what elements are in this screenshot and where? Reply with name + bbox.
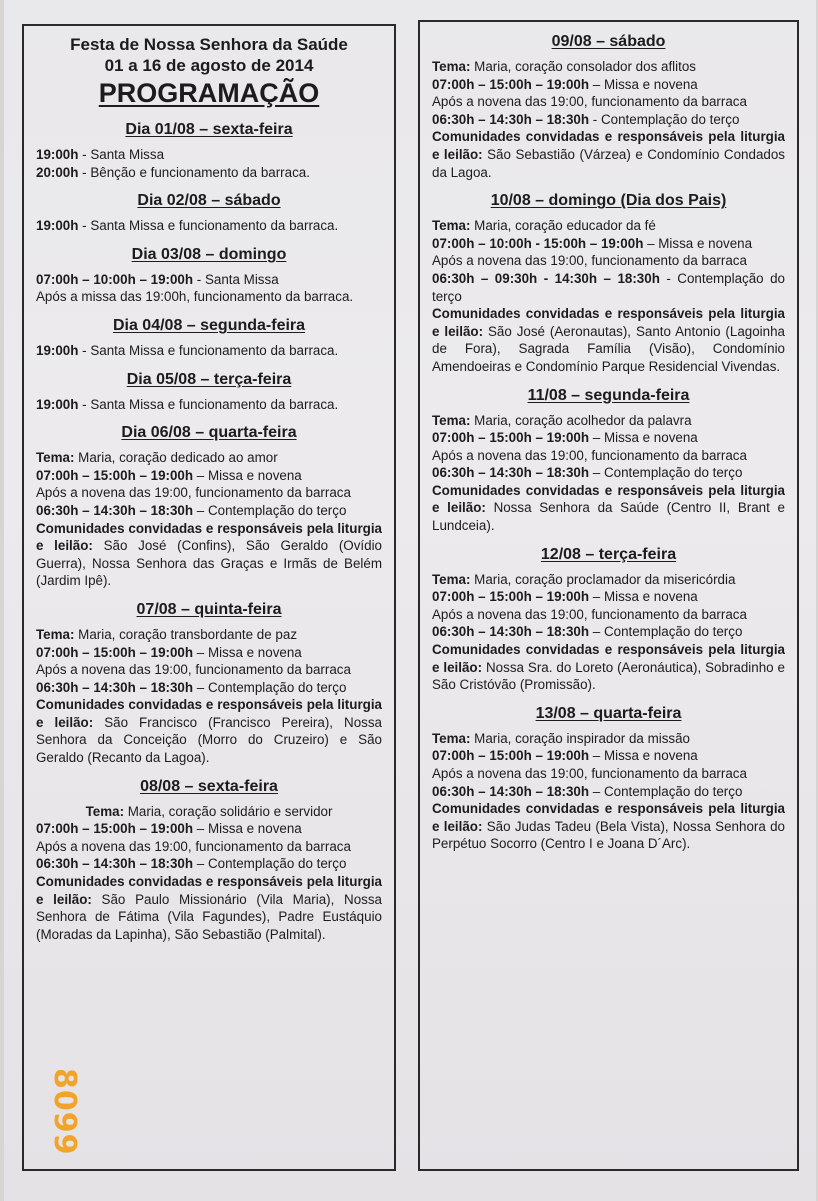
schedule-line <box>432 783 785 801</box>
festival-dates: 01 a 16 de agosto de 2014 <box>104 56 314 75</box>
page-title: PROGRAMAÇÃO <box>98 78 320 108</box>
schedule-line <box>432 217 785 235</box>
day-section <box>36 423 382 590</box>
line-text: – Contemplação do terço <box>193 856 347 872</box>
photo-stamp: 8099 <box>47 1068 82 1156</box>
schedule-line <box>36 288 382 306</box>
day-section <box>432 545 785 694</box>
line-text: – Missa e novena <box>589 430 698 446</box>
schedule-line <box>432 412 785 430</box>
flyer-sheet <box>4 0 816 1201</box>
bold-label: 07:00h – 15:00h – 19:00h <box>36 821 194 837</box>
day-heading: 09/08 – sábado <box>551 33 666 50</box>
day-heading: Dia 06/08 – quarta-feira <box>121 424 297 442</box>
bold-label: 07:00h – 15:00h – 19:00h <box>432 430 590 446</box>
day-section <box>36 191 382 235</box>
bold-label: 19:00h <box>36 147 79 162</box>
day-heading: Dia 05/08 – terça-feira <box>126 370 292 388</box>
bold-label: 07:00h – 10:00h - 15:00h – 19:00h <box>432 235 644 251</box>
bold-label: Tema: <box>432 730 471 746</box>
bold-label: Tema: <box>432 571 471 587</box>
line-text: Maria, coração proclamador da misericórdia <box>470 571 736 587</box>
schedule-line <box>432 447 785 465</box>
schedule-line <box>432 305 785 375</box>
bold-label: 06:30h – 14:30h – 18:30h <box>36 679 194 695</box>
bold-label: 06:30h – 14:30h – 18:30h <box>432 624 590 640</box>
line-text: – Missa e novena <box>589 589 698 605</box>
schedule-line <box>36 820 382 838</box>
line-text: – Missa e novena <box>589 748 698 764</box>
line-text: - Santa Missa e funcionamento da barraca. <box>78 218 339 234</box>
day-heading: Dia 02/08 – sábado <box>137 192 281 210</box>
line-text: – Missa e novena <box>589 76 698 92</box>
bold-label: 06:30h – 14:30h – 18:30h <box>432 465 590 481</box>
line-text: São José (Confins), São Geraldo (Ovídio Guerra), Nossa Senhora das Graças e Irmãs de Belém (Jardim Ipê). <box>36 538 382 589</box>
day-heading: 10/08 – domingo (Dia dos Pais) <box>490 192 727 210</box>
schedule-line <box>36 484 382 502</box>
schedule-line <box>36 342 382 360</box>
bold-label: Tema: <box>36 450 75 466</box>
day-section <box>432 704 785 853</box>
day-heading: Dia 01/08 – sexta-feira <box>125 121 293 138</box>
schedule-line <box>36 467 382 485</box>
line-text: Maria, coração consolador dos aflitos <box>470 59 696 74</box>
bold-label: Tema: <box>36 626 75 642</box>
bold-label: 07:00h – 10:00h – 19:00h <box>36 271 194 287</box>
bold-label: 07:00h – 15:00h – 19:00h <box>36 467 194 483</box>
line-text: - Santa Missa <box>193 271 279 287</box>
line-text: – Contemplação do terço <box>589 465 743 481</box>
schedule-line <box>432 623 785 641</box>
schedule-line <box>432 765 785 783</box>
schedule-line <box>432 482 785 535</box>
line-text: São Sebastião (Várzea) e Condomínio Condados da Lagoa. <box>432 146 785 180</box>
bold-label: 06:30h – 09:30h - 14:30h – 18:30h <box>432 270 660 286</box>
line-text: Maria, coração educador da fé <box>470 218 656 234</box>
line-text: São Francisco (Francisco Pereira), Nossa Senhora da Conceição (Morro do Cruzeiro) e São Geraldo (Recanto da Lagoa). <box>36 714 382 766</box>
schedule-line <box>432 747 785 765</box>
schedule-line <box>36 873 382 943</box>
bold-label: 07:00h – 15:00h – 19:00h <box>432 748 590 764</box>
day-section <box>36 777 382 944</box>
bold-label: 06:30h – 14:30h – 18:30h <box>36 856 194 872</box>
line-text: - Contemplação do terço <box>432 270 785 304</box>
schedule-line <box>36 838 382 856</box>
line-text: - Santa Missa e funcionamento da barraca. <box>78 396 339 412</box>
line-text: Nossa Senhora da Saúde (Centro II, Brant e Lundceia). <box>432 500 785 534</box>
line-text: – Missa e novena <box>193 644 302 660</box>
schedule-line <box>36 661 382 679</box>
schedule-line <box>432 270 785 305</box>
line-text: Após a novena das 19:00, funcionamento da barraca <box>432 94 747 110</box>
bold-label: 19:00h <box>36 396 79 412</box>
day-heading: 13/08 – quarta-feira <box>535 704 682 722</box>
schedule-line <box>432 235 785 253</box>
schedule-line <box>36 164 382 182</box>
line-text: Após a novena das 19:00, funcionamento da barraca <box>36 662 351 678</box>
line-text: Nossa Sra. do Loreto (Aeronáutica), Sobradinho e São Cristóvão (Promissão). <box>432 659 785 693</box>
line-text: Após a novena das 19:00, funcionamento da barraca <box>432 253 747 269</box>
day-heading: Dia 03/08 – domingo <box>131 245 287 263</box>
line-text: Maria, coração solidário e servidor <box>124 803 333 819</box>
left-schedule <box>36 120 382 943</box>
line-text: – Contemplação do terço <box>589 783 743 799</box>
bold-label: Comunidades convidadas e responsáveis pela liturgia e leilão: <box>36 520 382 554</box>
schedule-line <box>432 800 785 853</box>
line-text: – Missa e novena <box>193 821 302 837</box>
line-text: - Bênção e funcionamento da barraca. <box>78 164 310 180</box>
day-heading: Dia 04/08 – segunda-feira <box>112 316 306 334</box>
schedule-line <box>36 396 382 414</box>
bold-label: Tema: <box>432 412 471 428</box>
schedule-line <box>432 641 785 694</box>
bold-label: Comunidades convidadas e responsáveis pela liturgia e leilão: <box>432 642 785 675</box>
line-text: Após a novena das 19:00, funcionamento da barraca <box>36 838 351 854</box>
day-section <box>432 191 785 375</box>
day-heading: 12/08 – terça-feira <box>540 545 677 563</box>
schedule-line <box>36 679 382 697</box>
line-text: São Paulo Missionário (Vila Maria), Nossa Senhora de Fátima (Vila Fagundes), Padre Eustáquio (Moradas da Lapinha), São Sebastião (Palmital). <box>36 891 382 942</box>
day-heading: 08/08 – sexta-feira <box>140 777 278 795</box>
bold-label: Comunidades convidadas e responsáveis pela liturgia e leilão: <box>36 874 382 907</box>
day-section <box>432 386 785 535</box>
line-text: - Santa Missa e funcionamento da barraca. <box>78 342 339 358</box>
bold-label: Tema: <box>432 59 471 74</box>
schedule-line <box>36 271 382 289</box>
bold-label: 07:00h – 15:00h – 19:00h <box>432 589 590 605</box>
schedule-line <box>36 502 382 520</box>
line-text: São José (Aeronautas), Santo Antonio (Lagoinha de Fora), Sagrada Família (Visão), Condomínio Amendoeiras e Condomínio Parque Residencial Vivendas. <box>432 323 785 374</box>
day-heading: 11/08 – segunda-feira <box>527 386 690 404</box>
bold-label: 06:30h – 14:30h – 18:30h <box>432 783 590 799</box>
schedule-line <box>36 696 382 766</box>
line-text: Após a novena das 19:00, funcionamento da barraca <box>432 447 747 463</box>
schedule-line <box>432 252 785 270</box>
bold-label: 07:00h – 15:00h – 19:00h <box>432 76 590 92</box>
line-text: Maria, coração acolhedor da palavra <box>470 412 692 428</box>
schedule-line <box>432 606 785 624</box>
bold-label: 06:30h – 14:30h – 18:30h <box>432 111 590 127</box>
line-text: Maria, coração inspirador da missão <box>470 730 691 746</box>
bold-label: Comunidades convidadas e responsáveis pela liturgia e leilão: <box>432 306 785 339</box>
schedule-line <box>36 855 382 873</box>
line-text: – Missa e novena <box>643 235 753 251</box>
schedule-line <box>432 588 785 606</box>
schedule-line <box>36 803 382 821</box>
line-text: – Contemplação do terço <box>589 624 743 640</box>
line-text: Após a novena das 19:00, funcionamento da barraca <box>432 766 747 781</box>
schedule-line <box>36 217 382 235</box>
festival-name: Festa de Nossa Senhora da Saúde <box>70 35 348 54</box>
bold-label: Comunidades convidadas e responsáveis pela liturgia e leilão: <box>432 482 785 516</box>
line-text: – Missa e novena <box>193 467 302 483</box>
line-text: Após a novena das 19:00, funcionamento da barraca <box>432 606 747 622</box>
schedule-line <box>432 429 785 447</box>
day-section <box>36 370 382 414</box>
right-column <box>418 20 799 1171</box>
schedule-line <box>432 464 785 482</box>
day-section <box>36 120 382 181</box>
bold-label: Comunidades convidadas e responsáveis pela liturgia e leilão: <box>36 697 382 730</box>
schedule-line <box>36 449 382 467</box>
schedule-line <box>432 571 785 589</box>
schedule-line <box>36 644 382 662</box>
schedule-line <box>432 730 785 748</box>
bold-label: Tema: <box>85 803 125 819</box>
schedule-line <box>432 111 785 129</box>
bold-label: Comunidades convidadas e responsáveis pela liturgia e leilão: <box>432 801 785 834</box>
day-section <box>36 245 382 306</box>
bold-label: 19:00h <box>36 218 79 234</box>
bold-label: 19:00h <box>36 342 79 358</box>
line-text: - Contemplação do terço <box>589 111 740 127</box>
line-text: Maria, coração dedicado ao amor <box>74 450 278 466</box>
day-section <box>36 600 382 767</box>
schedule-line <box>432 128 785 181</box>
bold-label: Tema: <box>432 218 471 234</box>
bold-label: 06:30h – 14:30h – 18:30h <box>36 502 194 518</box>
line-text: Após a novena das 19:00, funcionamento da barraca <box>36 485 351 501</box>
line-text: - Santa Missa <box>78 147 165 162</box>
schedule-line <box>432 93 785 111</box>
day-section <box>36 316 382 360</box>
schedule-line <box>432 58 785 76</box>
line-text: Maria, coração transbordante de paz <box>74 626 298 642</box>
left-column <box>22 24 396 1171</box>
bold-label: 20:00h <box>36 164 79 180</box>
schedule-line <box>432 76 785 94</box>
line-text: – Contemplação do terço <box>193 679 347 695</box>
line-text: Após a missa das 19:00h, funcionamento da barraca. <box>36 289 354 305</box>
line-text: – Contemplação do terço <box>193 502 347 518</box>
schedule-line <box>36 520 382 590</box>
right-schedule <box>432 32 785 853</box>
day-section <box>432 32 785 181</box>
day-heading: 07/08 – quinta-feira <box>136 600 282 618</box>
schedule-line <box>36 626 382 644</box>
bold-label: 07:00h – 15:00h – 19:00h <box>36 644 194 660</box>
line-text: São Judas Tadeu (Bela Vista), Nossa Senhora do Perpétuo Socorro (Centro I e Joana D´Arc). <box>432 818 785 852</box>
bold-label: Comunidades convidadas e responsáveis pela liturgia e leilão: <box>432 129 785 162</box>
schedule-line <box>36 146 382 164</box>
